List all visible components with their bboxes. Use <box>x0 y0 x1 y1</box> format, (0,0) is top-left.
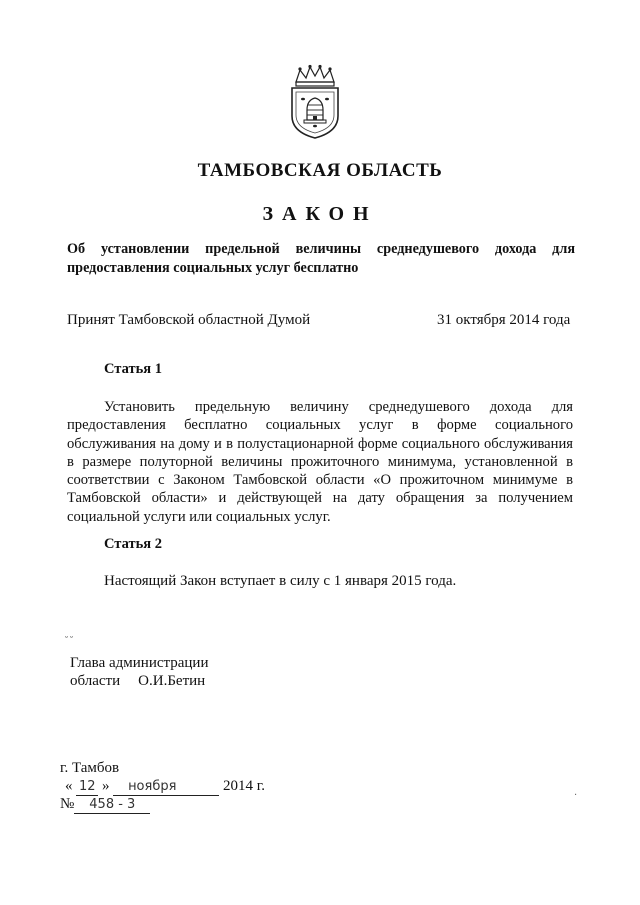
scan-mark: ˘˘ <box>64 636 74 647</box>
date-month: ноября <box>113 779 191 796</box>
region-heading: ТАМБОВСКАЯ ОБЛАСТЬ <box>197 160 443 181</box>
tambov-coat-of-arms-icon <box>286 64 344 140</box>
date-year: 2014 г. <box>223 778 265 794</box>
date-blank-line <box>191 778 219 796</box>
article-1-heading: Статья 1 <box>104 361 162 377</box>
signatory-name: О.И.Бетин <box>138 673 206 689</box>
signatory-position-area: области <box>70 673 121 689</box>
date-day: 12 <box>76 779 98 796</box>
number-value: 458 - 3 <box>74 797 150 814</box>
document-type-heading: ЗАКОН <box>262 203 378 225</box>
law-title: Об установлении предельной величины среднедушевого дохода для предоставления социальных услуг бесплатно <box>67 241 575 276</box>
adopted-by: Принят Тамбовской областной Думой <box>67 312 311 328</box>
article-1-text: Установить предельную величину среднедушевого дохода для предоставления бесплатно социальных услуг в форме социального обслуживания на дому и в полустационарной форме социального обслуживания в размере полуторной величины прожиточного минимума, установленной в соответствии с Законом Тамбовской области «О прожиточном минимуме в Тамбовской области» и действующей на дату обращения за получением социальной услуги или социальных услуг. <box>67 399 573 525</box>
signatory-line <box>70 673 205 690</box>
date-open-quote: « <box>65 778 73 794</box>
date-close-quote: » <box>102 778 110 794</box>
article-2-heading: Статья 2 <box>104 536 162 552</box>
signatory-position: Глава администрации <box>70 655 209 671</box>
number-sign: № <box>60 796 75 812</box>
adoption-date: 31 октября 2014 года <box>437 312 571 328</box>
signing-city: г. Тамбов <box>60 760 120 776</box>
law-number <box>60 796 150 814</box>
scan-mark-right: · <box>574 790 578 801</box>
article-2-text: Настоящий Закон вступает в силу с 1 января 2015 года. <box>104 573 457 589</box>
signing-date <box>60 778 265 796</box>
